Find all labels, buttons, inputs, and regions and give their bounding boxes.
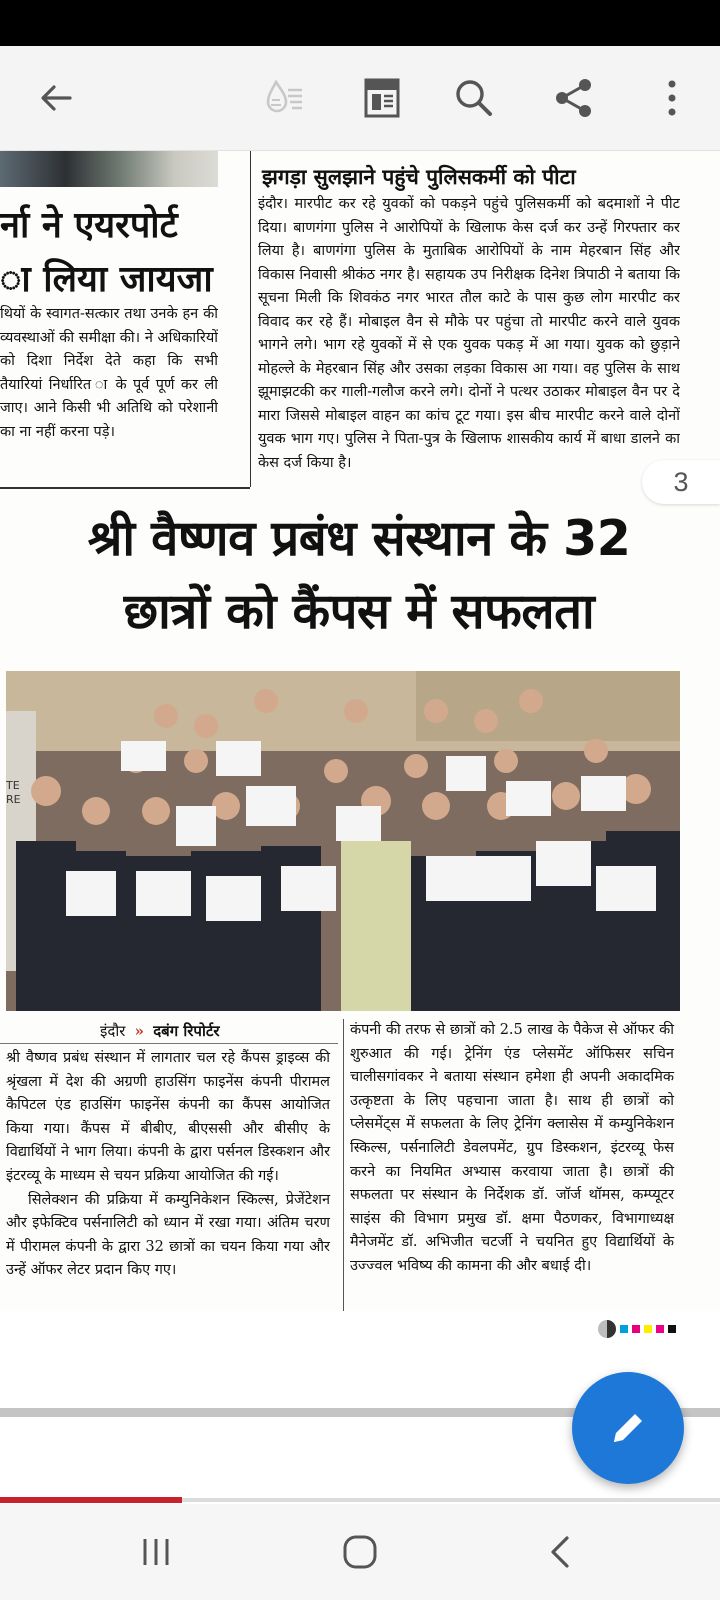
byline-reporter: दबंग रिपोर्टर (153, 1022, 220, 1040)
byline (100, 1021, 220, 1041)
previous-article-image (0, 151, 218, 187)
police-article-title: झगड़ा सुलझाने पहुंचे पुलिसकर्मी को पीटा (262, 165, 576, 189)
more-vert-icon[interactable] (642, 68, 702, 128)
status-bar (0, 0, 720, 46)
column-divider (343, 1019, 344, 1311)
home-icon[interactable] (325, 1524, 395, 1580)
search-icon[interactable] (444, 68, 504, 128)
ink-saver-icon[interactable] (254, 68, 314, 128)
main-headline-line-1: श्री वैष्णव प्रबंध संस्थान के 32 (87, 510, 631, 567)
edit-pencil-icon (606, 1406, 650, 1450)
back-arrow-icon[interactable] (26, 68, 86, 128)
column-1-paragraph-2: सिलेक्शन की प्रक्रिया में कम्युनिकेशन स्किल्स, प्रेजेंटेशन और इफेक्टिव पर्सनालिटी को ध्यान में रखा गया। अंतिम चरण में पीरामल कंपनी के द्वारा 32 छात्रों का चयन किया गया और उन्हें ऑफर लेटर प्रदान किए गए। (6, 1191, 330, 1279)
article-column-2: कंपनी की तरफ से छात्रों को 2.5 लाख के पैकेज से ऑफर की शुरुआत की गई। ट्रेनिंग एंड प्लेसमेंट ऑफिसर सचिन चालीसगांवकर ने बताया संस्थान हमेशा ही अपनी अकादमिक उत्कृष्टता के लिए पहचाना जाता है। साथ ही छात्रों को प्लेसमेंट्स में सफलता के लिए ट्रेनिंग क्लासेस में कम्युनिकेशन स्किल्स, पर्सनालिटी डेवलपमेंट, ग्रुप डिस्कशन, इंटरव्यू फेस करने का नियमित अभ्यास करवाया जाता है। छात्रों की सफलता पर संस्थान के निर्देशक डॉ. जॉर्ज थॉमस, कम्प्यूटर साइंस की विभाग प्रमुख डॉ. क्षमा पैठणकर, विभागाध्यक्ष मैनेजमेंट डॉ. अभिजीत चटर्जी ने चयनित हुए विद्यार्थियों के उज्ज्वल भविष्य की कामना की और बधाई दी। (350, 1022, 674, 1274)
page-number-indicator: 3 (642, 460, 720, 504)
previous-article-body: थियों के स्वागत-सत्कार तथा उनके हन की व्यवस्थाओं की समीक्षा की। ने अधिकारियों को दिशा निर्देश देते कहा कि सभी तैयारियां निर्धारित ा के पूर्व पूर्ण कर ली जाए। आने किसी भी अतिथि को परेशानी का ना नहीं करना पड़े। (0, 306, 218, 440)
main-headline-line-2: छात्रों को कैंपस में सफलता (123, 583, 595, 640)
previous-article-headline: र्ना ने एयरपोर्ट (0, 205, 178, 246)
column-1-paragraph-1: श्री वैष्णव प्रबंध संस्थान में लागतार चल रहे कैंपस ड्राइव्स की श्रृंखला में देश की अग्रणी हाउसिंग फाइनेंस कंपनी पीरामल कैपिटल एंड हाउसिंग फाइनेंस कंपनी का कैंपस आयोजित किया गया। कैंपस में बीबीए, बीएससी और बीसीए के विद्यार्थियों ने भाग लिया। कंपनी के द्वारा पर्सनल डिस्कशन और इंटरव्यू के माध्यम से चयन प्रक्रिया आयोजित की गई। (6, 1050, 330, 1184)
byline-city: इंदौर (100, 1022, 126, 1040)
layout-icon[interactable] (352, 68, 412, 128)
byline-separator: » (134, 1022, 144, 1040)
share-icon[interactable] (544, 68, 604, 128)
article-column-1 (6, 1047, 330, 1283)
system-navigation-bar (0, 1504, 720, 1600)
police-article-body: इंदौर। मारपीट कर रहे युवकों को पकड़ने पहुंचे पुलिसकर्मी को बदमाशों ने पीट दिया। बाणगंगा पुलिस ने आरोपियों के खिलाफ केस दर्ज कर उन्हें गिरफ्तार कर लिया है। बाणगंगा पुलिस के मुताबिक आरोपियों के नाम मेहरबान सिंह और विकास निवासी श्रीकंठ नगर है। सहायक उप निरीक्षक दिनेश त्रिपाठी ने बताया कि सूचना मिली कि शिवकंठ नगर भारत तौल काटे के पास कुछ लोग मारपीट कर विवाद कर रहे हैं। मोबाइल वैन से मौके पर पहुंचा तो मारपीट करने वाले युवक भागने लगे। भाग रहे युवकों में से एक युवक पकड़ में आ गया। युवक को छुड़ाने मोहल्ले के मेहरबान सिंह और उसका लड़का विकास आ गया। वह पुलिस के साथ झूमाझटकी कर गाली-गलौज करने लगे। दोनों ने पत्थर उठाकर मोबाइल वैन पर दे मारा जिससे मोबाइल वाहन का कांच टूट गया। इस बीच मारपीट करने वाले दोनों युवक भाग गए। पुलिस ने पिता-पुत्र के खिलाफ शासकीय कार्य में बाधा डालने का केस दर्ज किया है। (258, 196, 680, 471)
app-toolbar (0, 46, 720, 151)
previous-article-headline-2: ा लिया जायजा (0, 259, 213, 300)
next-page-edge-gray (182, 1498, 720, 1502)
byline-underline (0, 1043, 338, 1044)
next-page-edge (0, 1497, 182, 1503)
section-rule (0, 487, 250, 489)
photo-sign-text: TE RE (6, 779, 21, 806)
recents-icon[interactable] (121, 1524, 191, 1580)
newspaper-page[interactable] (0, 151, 720, 1311)
back-icon[interactable] (525, 1524, 595, 1580)
group-photo (6, 671, 680, 1011)
edit-fab-button[interactable] (572, 1372, 684, 1484)
column-rule (250, 151, 251, 487)
color-registration-marks (598, 1320, 684, 1338)
